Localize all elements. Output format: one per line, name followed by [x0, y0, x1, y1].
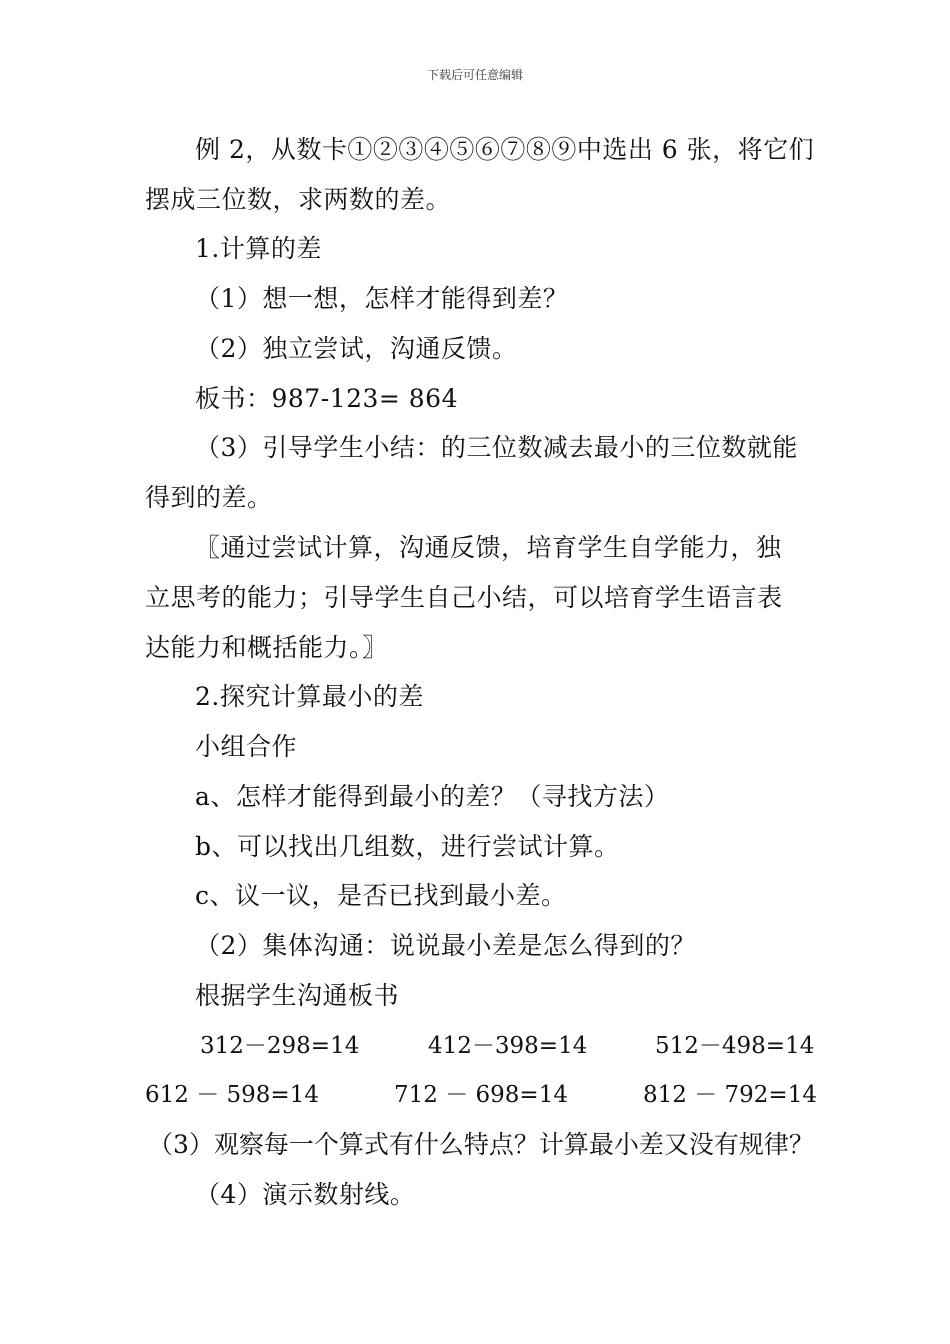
paragraph-line: （3）观察每一个算式有什么特点？计算最小差又没有规律？	[148, 1130, 814, 1159]
paragraph-line: （2）独立尝试，沟通反馈。	[195, 334, 518, 363]
paragraph-line: 小组合作	[195, 732, 298, 761]
equation: 712 － 698=14	[394, 1082, 568, 1108]
paragraph-line: （1）想一想，怎样才能得到差？	[195, 284, 569, 313]
paragraph-line: 例 2，从数卡①②③④⑤⑥⑦⑧⑨中选出 6 张，将它们	[195, 135, 815, 164]
paragraph-line: （3）引导学生小结：的三位数减去最小的三位数就能	[195, 433, 798, 462]
equation: 812 － 792=14	[643, 1082, 817, 1108]
equation: 512－498=14	[655, 1033, 815, 1059]
paragraph-line: （4）演示数射线。	[195, 1180, 416, 1209]
paragraph-line: 摆成三位数，求两数的差。	[145, 185, 452, 214]
equation: 312－298=14	[200, 1033, 360, 1059]
equation: 612 － 598=14	[145, 1082, 319, 1108]
list-item: a、怎样才能得到最小的差？（寻找方法）	[195, 782, 670, 811]
section-heading: 1.计算的差	[195, 234, 322, 263]
list-item: b、可以找出几组数，进行尝试计算。	[195, 832, 620, 861]
design-note: 〖通过尝试计算，沟通反馈，培育学生自学能力，独	[195, 533, 782, 562]
equation: 412－398=14	[428, 1033, 588, 1059]
paragraph-line: 得到的差。	[145, 483, 273, 512]
board-note: 板书：987-123= 864	[195, 384, 458, 413]
paragraph-line: 根据学生沟通板书	[195, 981, 400, 1010]
paragraph-line: （2）集体沟通：说说最小差是怎么得到的？	[195, 931, 696, 960]
section-heading: 2.探究计算最小的差	[195, 682, 424, 711]
design-note: 立思考的能力；引导学生自己小结，可以培育学生语言表	[145, 583, 783, 612]
list-item: c、议一议，是否已找到最小差。	[195, 881, 567, 910]
design-note: 达能力和概括能力。〗	[145, 633, 388, 662]
page-header: 下载后可任意编辑	[426, 68, 523, 82]
